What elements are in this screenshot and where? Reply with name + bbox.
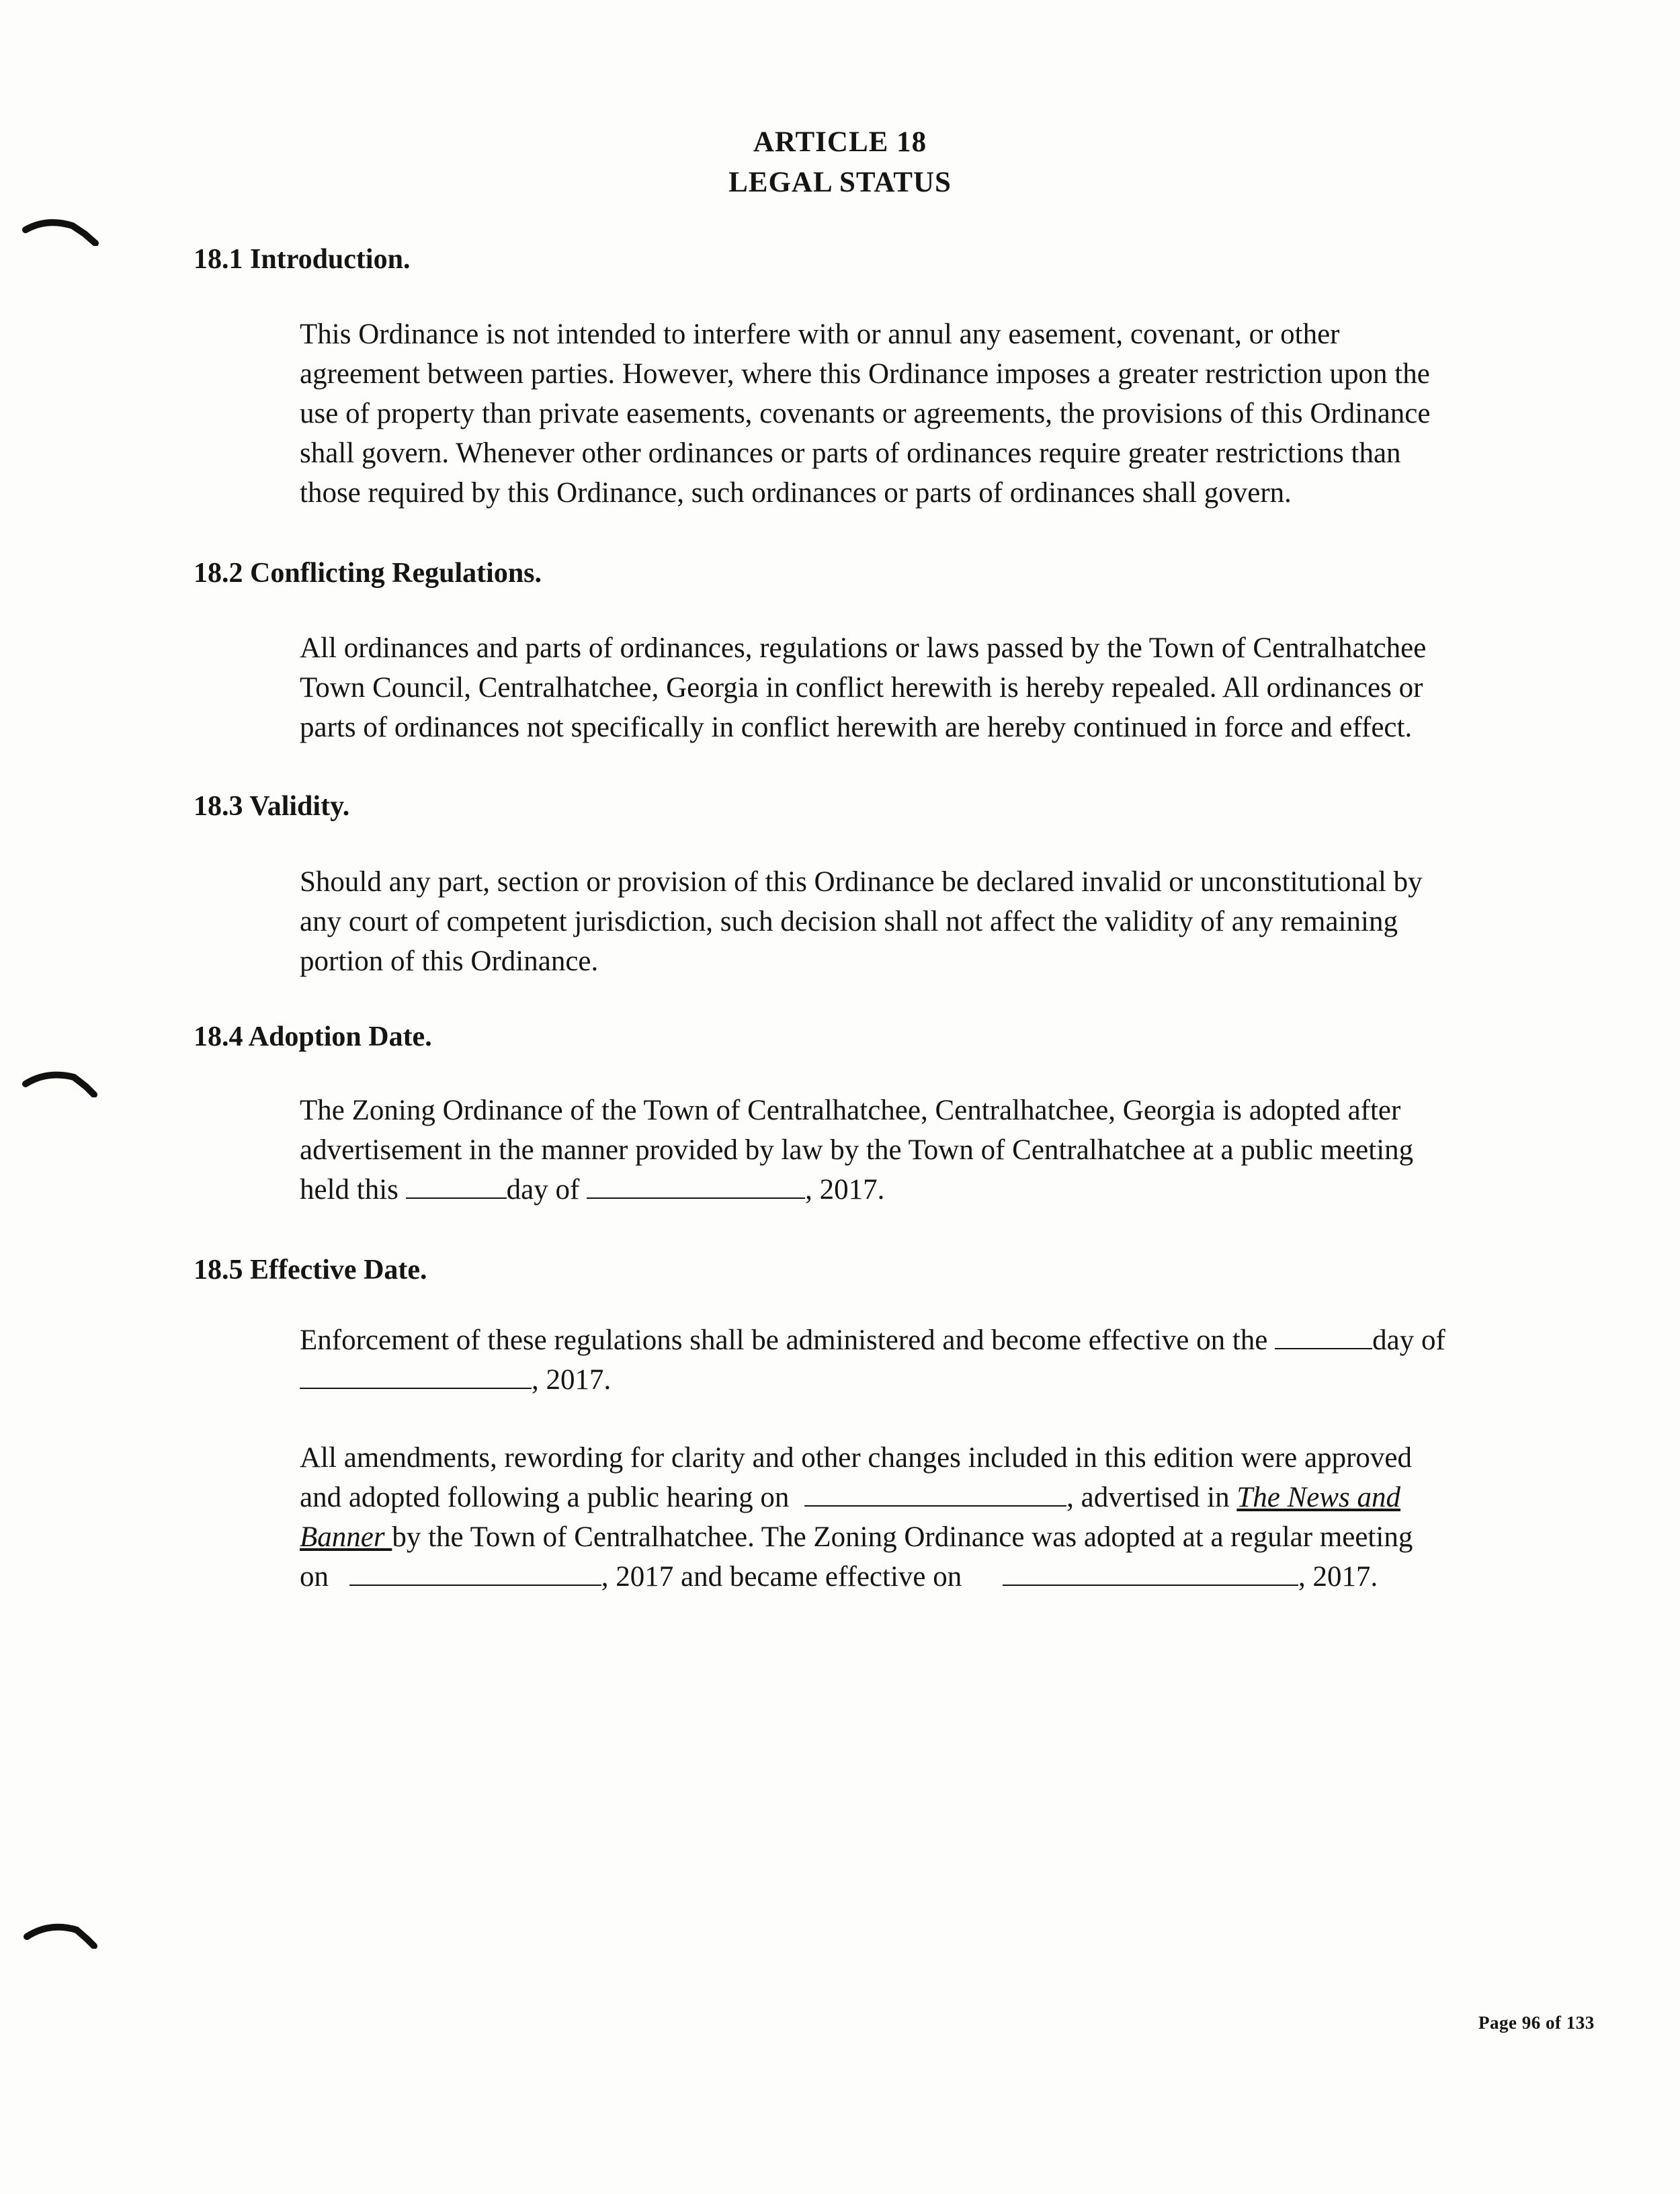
blank-month-field[interactable]: [300, 1365, 532, 1389]
text-line: portion of this Ordinance.: [300, 945, 599, 977]
article-header: [0, 122, 1680, 203]
text-line: agreement between parties. However, where this Ordinance imposes a greater restriction upon the: [300, 358, 1430, 390]
text-fragment: Enforcement of these regulations shall be administered and become effective on the: [300, 1324, 1275, 1356]
text-fragment: , 2017 and became effective on: [601, 1561, 969, 1593]
text-line: parts of ordinances not specifically in conflict herewith are hereby continued in force and effect.: [300, 712, 1413, 743]
section-body-effective-date-p2: [300, 1438, 1601, 1597]
blank-month-field[interactable]: [587, 1175, 805, 1199]
text-line: use of property than private easements, covenants or agreements, the provisions of this Ordinance: [300, 398, 1431, 429]
text-line: any court of competent jurisdiction, such decision shall not affect the validity of any remaining: [300, 906, 1398, 937]
text-fragment: day of: [506, 1174, 587, 1206]
section-heading-conflicting-regulations: 18.2 Conflicting Regulations.: [194, 558, 542, 589]
blank-day-field[interactable]: [406, 1175, 507, 1199]
section-heading-effective-date: 18.5 Effective Date.: [194, 1255, 427, 1285]
text-line: Town Council, Centralhatchee, Georgia in conflict herewith is hereby repealed. All ordinances or: [300, 672, 1423, 704]
blank-day-field[interactable]: [1275, 1325, 1372, 1349]
binder-hole-mark-bottom: [20, 1916, 101, 1949]
text-line: [300, 1517, 1601, 1557]
section-body-conflicting-regulations: [300, 628, 1601, 747]
section-heading-introduction: 18.1 Introduction.: [194, 244, 411, 275]
text-fragment: , 2017.: [532, 1364, 612, 1396]
text-fragment: and adopted following a public hearing on: [300, 1482, 797, 1513]
text-fragment: , 2017.: [805, 1174, 885, 1206]
text-fragment: day of: [1372, 1324, 1445, 1356]
article-title: LEGAL STATUS: [728, 167, 952, 198]
section-heading-adoption-date: 18.4 Adoption Date.: [194, 1021, 432, 1052]
newspaper-name: The News and: [1236, 1482, 1401, 1513]
text-line: those required by this Ordinance, such ordinances or parts of ordinances shall govern.: [300, 477, 1292, 509]
page-number: Page 96 of 133: [1478, 2013, 1595, 2033]
text-line: [300, 1320, 1601, 1360]
text-line: All amendments, rewording for clarity and other changes included in this edition were approved: [300, 1442, 1412, 1474]
text-line: advertisement in the manner provided by law by the Town of Centralhatchee at a public meeting: [300, 1134, 1414, 1166]
text-fragment: , advertised in: [1066, 1482, 1237, 1513]
text-line: [300, 1478, 1601, 1517]
text-line: This Ordinance is not intended to interfere with or annul any easement, covenant, or other: [300, 319, 1340, 350]
section-body-effective-date-p1: [300, 1320, 1601, 1400]
text-line: Should any part, section or provision of this Ordinance be declared invalid or unconstitutional by: [300, 866, 1423, 898]
text-fragment: by the Town of Centralhatchee. The Zoning Ordinance was adopted at a regular meeting: [392, 1521, 1413, 1553]
newspaper-name-continued: Banner: [300, 1521, 392, 1553]
binder-hole-mark-top: [20, 214, 101, 246]
text-fragment: on: [300, 1561, 336, 1593]
section-body-validity: [300, 862, 1601, 981]
section-heading-validity: 18.3 Validity.: [194, 791, 350, 822]
section-body-adoption-date: [300, 1091, 1601, 1210]
text-line: [300, 1170, 1601, 1210]
text-line: The Zoning Ordinance of the Town of Centralhatchee, Centralhatchee, Georgia is adopted after: [300, 1095, 1401, 1126]
text-line: [300, 1360, 1601, 1400]
blank-hearing-date-field[interactable]: [804, 1482, 1066, 1507]
text-fragment: , 2017.: [1298, 1561, 1378, 1593]
text-line: shall govern. Whenever other ordinances or parts of ordinances require greater restrictions than: [300, 437, 1401, 469]
text-fragment: held this: [300, 1174, 406, 1206]
blank-adopted-date-field[interactable]: [349, 1562, 601, 1586]
article-number: ARTICLE 18: [753, 126, 927, 158]
blank-effective-date-field[interactable]: [1003, 1562, 1298, 1586]
text-line: All ordinances and parts of ordinances, regulations or laws passed by the Town of Centralhatchee: [300, 632, 1427, 664]
text-line: [300, 1557, 1601, 1597]
section-body-introduction: [300, 314, 1601, 513]
binder-hole-mark-middle: [20, 1065, 101, 1097]
